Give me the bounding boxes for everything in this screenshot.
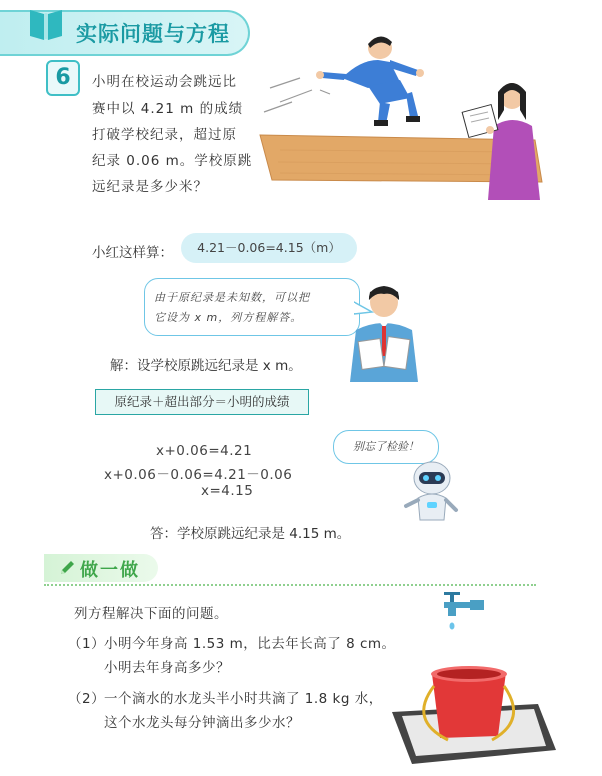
speech-bubble	[144, 278, 360, 336]
exercise-instruction: 列方程解决下面的问题。	[74, 606, 228, 622]
exercise-number: （2）	[68, 691, 106, 707]
section-title: 实际问题与方程	[76, 21, 230, 46]
open-book-icon	[26, 4, 66, 44]
robot-speech-bubble: 别忘了检验！	[333, 430, 439, 464]
equation-line: x+0.06=4.21	[156, 443, 253, 459]
equation-line: x+0.06－0.06=4.21－0.06	[104, 467, 293, 483]
word-formula: 原纪录＋超出部分＝小明的成绩	[95, 389, 309, 415]
xiaohong-calculation: 4.21－0.06=4.15（m）	[181, 233, 357, 263]
problem-text-line: 赛中以 4.21 m 的成绩	[92, 101, 244, 117]
exercise-number: （1）	[68, 636, 106, 652]
problem-text-line: 小明在校运动会跳远比	[92, 74, 237, 90]
bucket-illustration	[388, 660, 558, 770]
answer-line: 答：学校原跳远纪录是 4.15 m。	[150, 526, 351, 542]
divider	[44, 584, 536, 586]
exercise-text-line: 一个滴水的水龙头半小时共滴了 1.8 kg 水，	[104, 691, 383, 707]
problem-text-line: 远纪录是多少米？	[92, 179, 208, 195]
robot-illustration	[402, 458, 462, 524]
long-jump-illustration	[250, 30, 550, 205]
exercise-text-line: 小明今年身高 1.53 m，比去年长高了 8 cm。	[104, 636, 396, 652]
equation-line: x=4.15	[201, 483, 254, 499]
boy-illustration	[338, 282, 428, 382]
problem-number: 6	[46, 60, 80, 96]
xiaohong-label: 小红这样算：	[92, 245, 173, 261]
try-section-title: 做一做	[80, 560, 140, 581]
bubble-text-line: 它设为 x m，列方程解答。	[154, 311, 303, 324]
exercise-text-line: 这个水龙头每分钟滴出多少水？	[104, 715, 300, 731]
problem-text-line: 纪录 0.06 m。学校原跳	[92, 153, 253, 169]
solution-intro: 解：设学校原跳远纪录是 x m。	[110, 358, 302, 374]
exercise-text-line: 小明去年身高多少？	[104, 660, 230, 676]
bubble-text-line: 由于原纪录是未知数，可以把	[154, 291, 310, 304]
pencil-icon	[58, 559, 76, 577]
faucet-illustration	[436, 590, 486, 634]
problem-text-line: 打破学校纪录，超过原	[92, 127, 237, 143]
